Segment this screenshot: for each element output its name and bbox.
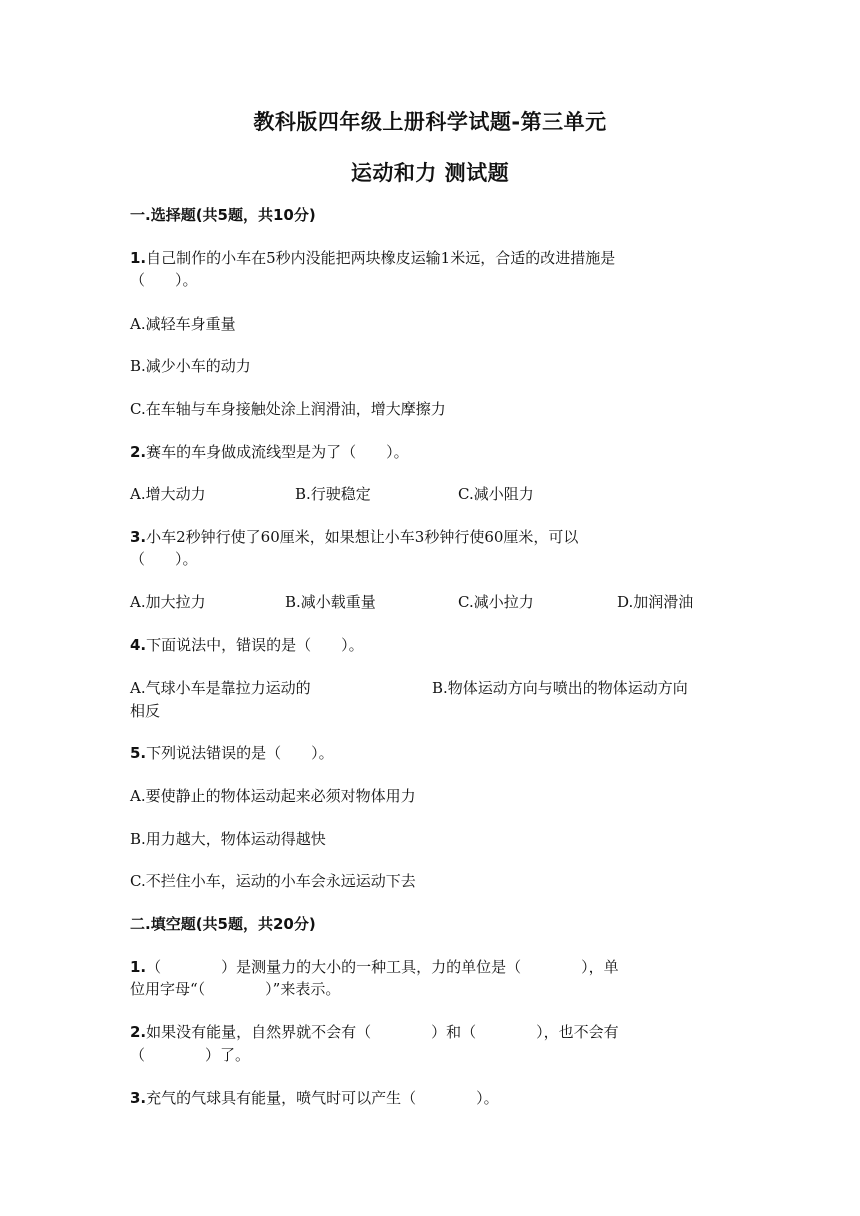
q5-option-a: A.要使静止的物体运动起来必须对物体用力 [130, 787, 416, 805]
q4-option-a: A.气球小车是靠拉力运动的 [130, 679, 311, 697]
q2-option-a: A.增大动力 [130, 485, 206, 503]
q1-option-c: C.在车轴与车身接触处涂上润滑油，增大摩擦力 [130, 400, 446, 418]
fill-question-3-line [130, 1086, 730, 1111]
fill-question-1-line2: 位用字母“（ ）”来表示。 [130, 980, 341, 998]
section-heading-fill: 二.填空题(共5题，共20分) [130, 915, 316, 933]
fill-question-2-line2: （ ）了。 [130, 1046, 251, 1064]
q5-option-b: B.用力越大，物体运动得越快 [130, 830, 326, 848]
fill-question-2-line1 [130, 1020, 730, 1045]
section-heading-choice: 一.选择题(共5题，共10分) [130, 206, 316, 224]
q4-option-b: B.物体运动方向与喷出的物体运动方向 [432, 679, 688, 697]
q4-option-b-continued: 相反 [130, 702, 161, 720]
question-text: 赛车的车身做成流线型是为了（ ）。 [146, 443, 409, 461]
q3-option-d: D.加润滑油 [617, 593, 694, 611]
question-text: 如果没有能量，自然界就不会有（ ）和（ ），也不会有 [146, 1023, 619, 1041]
doc-title-line1: 教科版四年级上册科学试题-第三单元 [253, 110, 607, 134]
question-number: 1. [130, 958, 147, 976]
question-number: 1. [130, 249, 147, 267]
q3-option-b: B.减小载重量 [285, 593, 376, 611]
question-number: 2. [130, 443, 147, 461]
question-3-line2: （ ）。 [130, 550, 198, 568]
q1-option-b: B.减少小车的动力 [130, 357, 251, 375]
question-number: 3. [130, 1089, 147, 1107]
doc-title-line2: 运动和力 测试题 [350, 161, 510, 185]
q5-option-c: C.不拦住小车，运动的小车会永远运动下去 [130, 872, 416, 890]
question-4-line [130, 633, 730, 658]
question-1-line2: （ ）。 [130, 271, 198, 289]
question-text: 小车2秒钟行使了60厘米，如果想让小车3秒钟行使60厘米，可以 [146, 528, 579, 546]
question-text: 下列说法错误的是（ ）。 [146, 744, 334, 762]
q3-option-a: A.加大拉力 [130, 593, 206, 611]
q1-option-a: A.减轻车身重量 [130, 315, 236, 333]
question-number: 3. [130, 528, 147, 546]
question-2-line [130, 440, 730, 465]
question-text: （ ）是测量力的大小的一种工具，力的单位是（ ），单 [146, 958, 619, 976]
question-number: 5. [130, 744, 147, 762]
q2-option-b: B.行驶稳定 [295, 485, 371, 503]
q3-option-c: C.减小拉力 [458, 593, 534, 611]
question-text: 自己制作的小车在5秒内没能把两块橡皮运输1米远，合适的改进措施是 [146, 249, 616, 267]
question-number: 2. [130, 1023, 147, 1041]
q2-option-c: C.减小阻力 [458, 485, 534, 503]
question-text: 下面说法中，错误的是（ ）。 [146, 636, 364, 654]
question-number: 4. [130, 636, 147, 654]
question-text: 充气的气球具有能量，喷气时可以产生（ ）。 [146, 1089, 499, 1107]
question-5-line [130, 741, 730, 766]
